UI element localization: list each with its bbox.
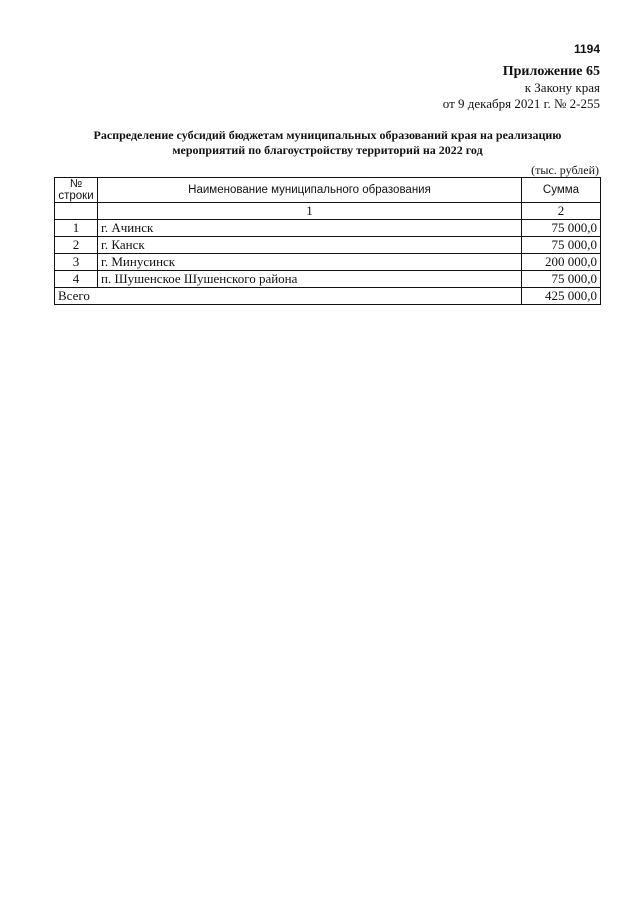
appendix-block	[443, 64, 600, 112]
index-cell-num	[55, 203, 98, 220]
subsidy-table	[54, 177, 601, 305]
header-row-number: № строки	[55, 178, 98, 203]
row-sum: 75 000,0	[522, 237, 601, 254]
row-number: 4	[55, 271, 98, 288]
header-sum: Сумма	[522, 178, 601, 203]
appendix-title: Приложение 65	[502, 64, 600, 79]
total-label: Всего	[55, 288, 522, 305]
row-sum: 75 000,0	[522, 271, 601, 288]
municipality-name: г. Ачинск	[98, 220, 522, 237]
row-number: 2	[55, 237, 98, 254]
units-label: (тыс. рублей)	[531, 163, 599, 177]
appendix-law-ref: к Закону края	[524, 80, 600, 95]
municipality-name: г. Минусинск	[98, 254, 522, 271]
table-header-row	[55, 178, 601, 203]
row-sum: 75 000,0	[522, 220, 601, 237]
row-number: 3	[55, 254, 98, 271]
document-title-line-2: мероприятий по благоустройству территорий на 2022 год	[172, 143, 483, 157]
table-index-row	[55, 203, 601, 220]
index-cell-sum: 2	[522, 203, 601, 220]
header-municipality-name: Наименование муниципального образования	[98, 178, 522, 203]
table-row	[55, 237, 601, 254]
document-title	[60, 128, 595, 158]
table-total-row	[55, 288, 601, 305]
row-number: 1	[55, 220, 98, 237]
document-title-line-1: Распределение субсидий бюджетам муниципальных образований края на реализацию	[93, 128, 562, 142]
table-row	[55, 271, 601, 288]
municipality-name: п. Шушенское Шушенского района	[98, 271, 522, 288]
table-row	[55, 254, 601, 271]
page-number: 1194	[573, 42, 600, 56]
table-row	[55, 220, 601, 237]
total-sum: 425 000,0	[522, 288, 601, 305]
index-cell-name: 1	[98, 203, 522, 220]
appendix-date: от 9 декабря 2021 г. № 2-255	[442, 96, 600, 111]
row-sum: 200 000,0	[522, 254, 601, 271]
municipality-name: г. Канск	[98, 237, 522, 254]
